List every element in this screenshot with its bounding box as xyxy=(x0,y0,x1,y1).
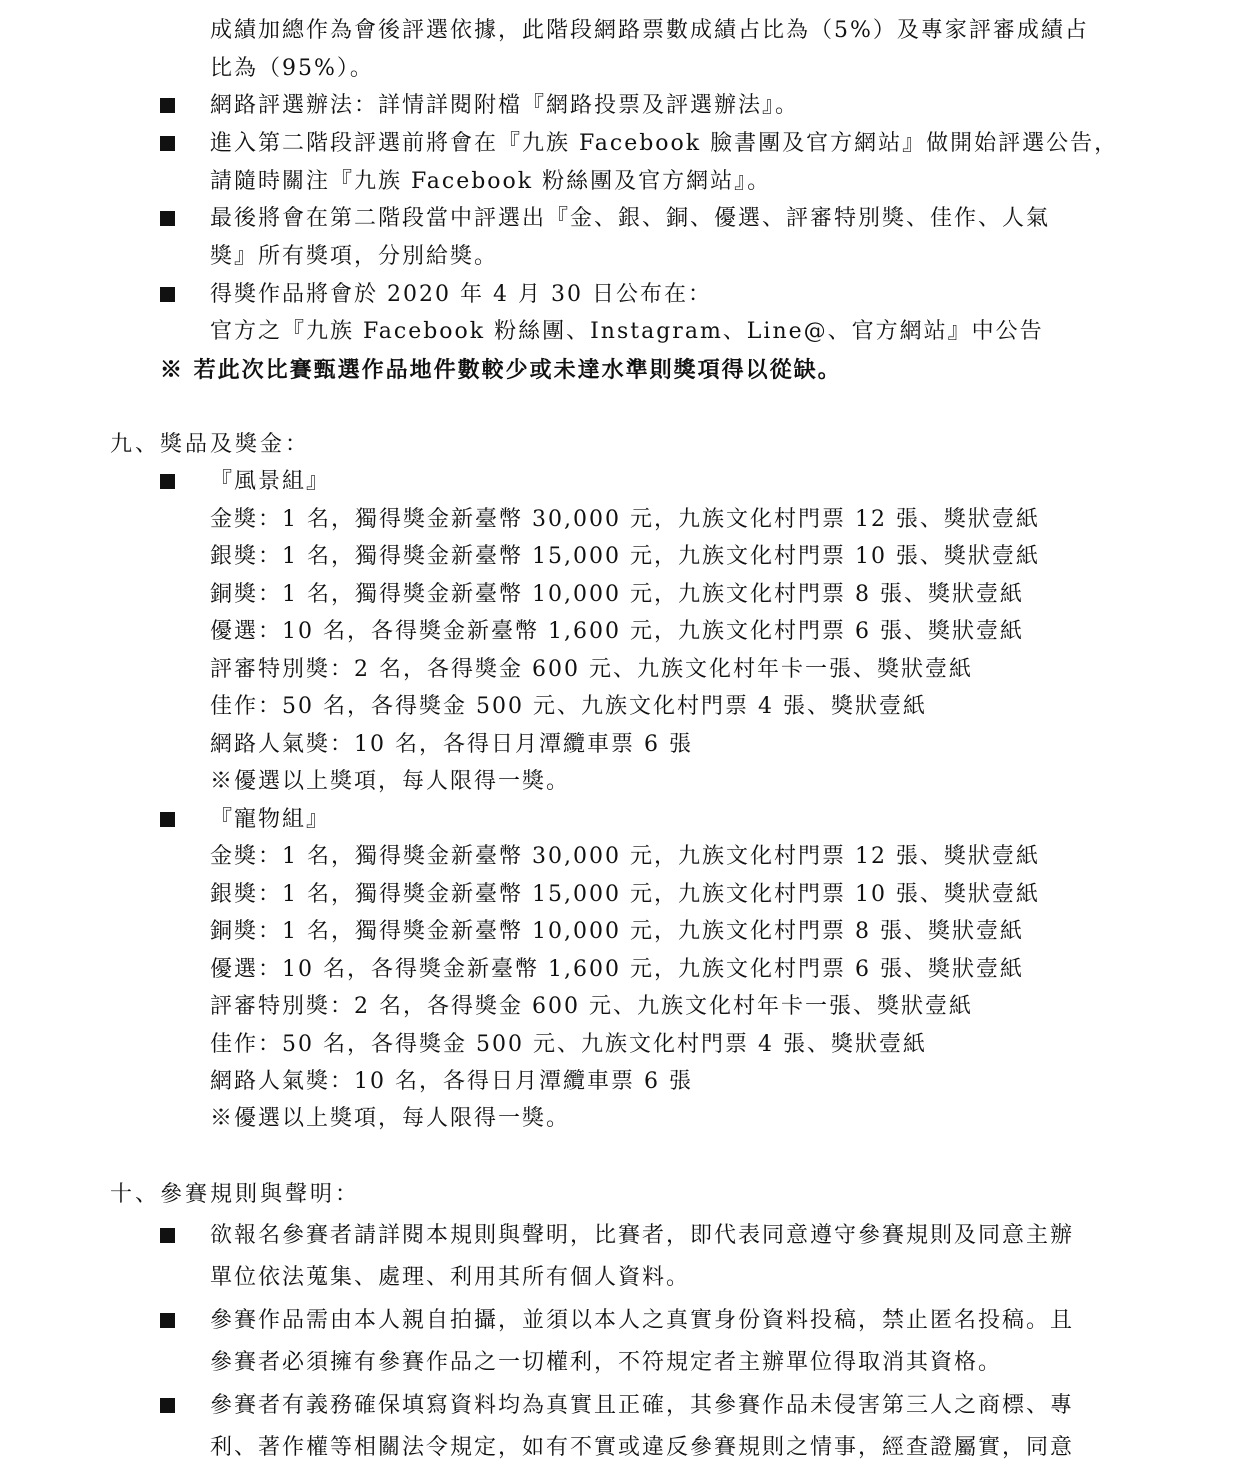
paragraph-line: 比為（95%）。 xyxy=(210,56,374,81)
bullet-text: 得獎作品將會於 2020 年 4 月 30 日公布在： xyxy=(210,282,712,307)
prize-line: 金獎：1 名，獨得獎金新臺幣 30,000 元，九族文化村門票 12 張、獎狀壹紙 xyxy=(210,844,1040,869)
rule-text: 參賽者必須擁有參賽作品之一切權利，不符規定者主辦單位得取消其資格。 xyxy=(210,1350,1003,1375)
prize-line: 網路人氣獎：10 名，各得日月潭纜車票 6 張 xyxy=(210,1069,693,1094)
bullet-square-icon xyxy=(160,1313,175,1328)
prize-line: 評審特別獎：2 名，各得獎金 600 元、九族文化村年卡一張、獎狀壹紙 xyxy=(210,657,973,682)
prize-line: 銀獎：1 名，獨得獎金新臺幣 15,000 元，九族文化村門票 10 張、獎狀壹紙 xyxy=(210,544,1040,569)
bullet-text: 請隨時關注『九族 Facebook 粉絲團及官方網站』。 xyxy=(210,169,772,194)
bullet-text: 官方之『九族 Facebook 粉絲團、Instagram、Line@、官方網站』中公告 xyxy=(210,319,1044,344)
bullet-square-icon xyxy=(160,287,175,302)
notice-text: ※ 若此次比賽甄選作品地件數較少或未達水準則獎項得以從缺。 xyxy=(160,357,842,383)
section-heading: 十、參賽規則與聲明： xyxy=(110,1182,361,1207)
prize-line: 網路人氣獎：10 名，各得日月潭纜車票 6 張 xyxy=(210,732,693,757)
rule-text: 單位依法蒐集、處理、利用其所有個人資料。 xyxy=(210,1265,691,1290)
prize-line: 銅獎：1 名，獨得獎金新臺幣 10,000 元，九族文化村門票 8 張、獎狀壹紙 xyxy=(210,919,1024,944)
bullet-square-icon xyxy=(160,1398,175,1413)
prize-note: ※優選以上獎項，每人限得一獎。 xyxy=(210,1106,571,1131)
bullet-square-icon xyxy=(160,474,175,489)
prize-line: 優選：10 名，各得獎金新臺幣 1,600 元，九族文化村門票 6 張、獎狀壹紙 xyxy=(210,619,1024,644)
bullet-text: 最後將會在第二階段當中評選出『金、銀、銅、優選、評審特別獎、佳作、人氣 xyxy=(210,206,1051,231)
group-title: 『風景組』 xyxy=(210,469,331,494)
prize-line: 銅獎：1 名，獨得獎金新臺幣 10,000 元，九族文化村門票 8 張、獎狀壹紙 xyxy=(210,582,1024,607)
rule-text: 利、著作權等相關法令規定，如有不實或違反參賽規則之情事，經查證屬實，同意 xyxy=(210,1435,1075,1460)
prize-line: 評審特別獎：2 名，各得獎金 600 元、九族文化村年卡一張、獎狀壹紙 xyxy=(210,994,973,1019)
prize-line: 銀獎：1 名，獨得獎金新臺幣 15,000 元，九族文化村門票 10 張、獎狀壹紙 xyxy=(210,882,1040,907)
bullet-square-icon xyxy=(160,98,175,113)
paragraph-line: 成績加總作為會後評選依據，此階段網路票數成績占比為（5%）及專家評審成績占 xyxy=(210,18,1089,43)
prize-line: 金獎：1 名，獨得獎金新臺幣 30,000 元，九族文化村門票 12 張、獎狀壹紙 xyxy=(210,507,1040,532)
section-heading: 九、獎品及獎金： xyxy=(110,432,311,457)
bullet-text: 獎』所有獎項，分別給獎。 xyxy=(210,244,499,269)
rule-text: 參賽作品需由本人親自拍攝，並須以本人之真實身份資料投稿，禁止匿名投稿。且 xyxy=(210,1308,1075,1333)
bullet-text: 進入第二階段評選前將會在『九族 Facebook 臉書團及官方網站』做開始評選公告， xyxy=(210,131,1119,156)
rule-text: 參賽者有義務確保填寫資料均為真實且正確，其參賽作品未侵害第三人之商標、專 xyxy=(210,1393,1075,1418)
bullet-square-icon xyxy=(160,1228,175,1243)
bullet-text: 網路評選辦法：詳情詳閱附檔『網路投票及評選辦法』。 xyxy=(210,93,800,118)
prize-line: 優選：10 名，各得獎金新臺幣 1,600 元，九族文化村門票 6 張、獎狀壹紙 xyxy=(210,957,1024,982)
group-title: 『寵物組』 xyxy=(210,807,331,832)
prize-line: 佳作：50 名，各得獎金 500 元、九族文化村門票 4 張、獎狀壹紙 xyxy=(210,1032,927,1057)
bullet-square-icon xyxy=(160,211,175,226)
bullet-square-icon xyxy=(160,812,175,827)
prize-note: ※優選以上獎項，每人限得一獎。 xyxy=(210,769,571,794)
bullet-square-icon xyxy=(160,136,175,151)
prize-line: 佳作：50 名，各得獎金 500 元、九族文化村門票 4 張、獎狀壹紙 xyxy=(210,694,927,719)
rule-text: 欲報名參賽者請詳閱本規則與聲明，比賽者，即代表同意遵守參賽規則及同意主辦 xyxy=(210,1223,1075,1248)
